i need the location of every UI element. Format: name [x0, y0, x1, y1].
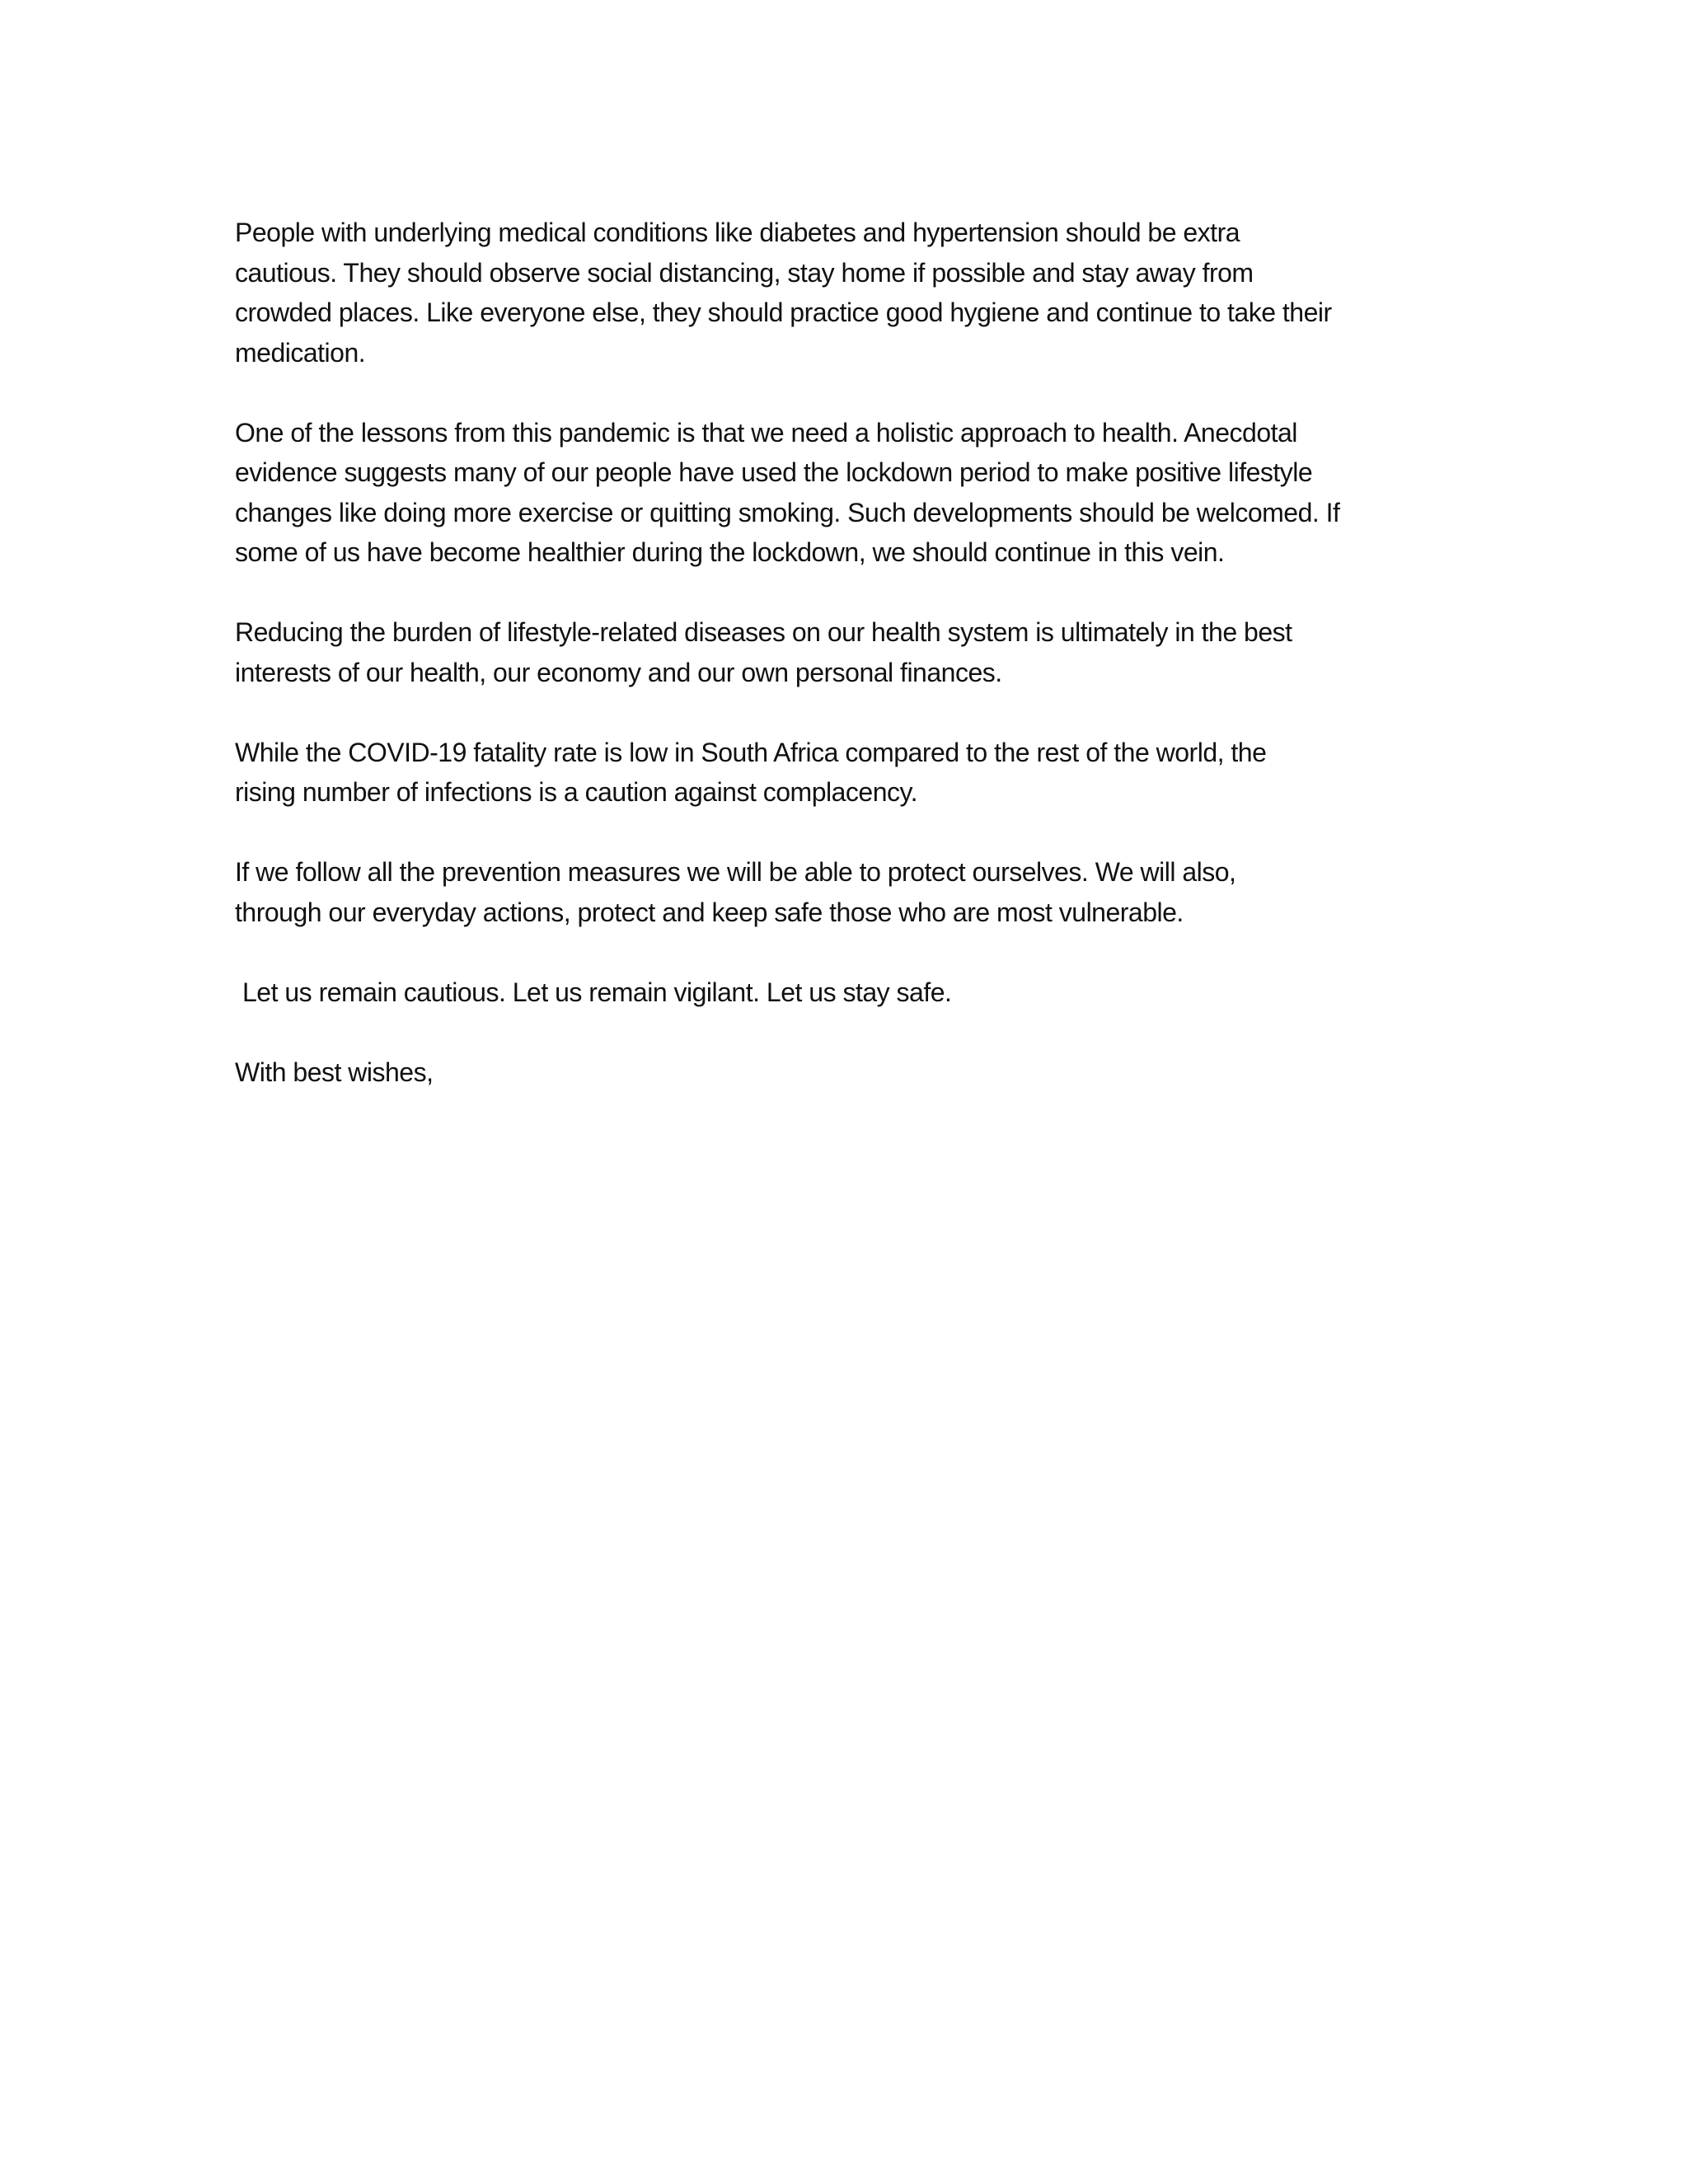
paragraph-signoff	[235, 1052, 1471, 1093]
text-line: through our everyday actions, protect and keep safe those who are most vulnerable.	[235, 897, 1184, 927]
text-line: One of the lessons from this pandemic is that we need a holistic approach to health. Anecdotal	[235, 417, 1297, 448]
paragraph-underlying-conditions	[235, 213, 1471, 373]
text-line: cautious. They should observe social distancing, stay home if possible and stay away from	[235, 257, 1254, 288]
text-line: changes like doing more exercise or quitting smoking. Such developments should be welcomed. If	[235, 497, 1340, 527]
text-line: evidence suggests many of our people have used the lockdown period to make positive lifestyle	[235, 457, 1313, 487]
paragraph-holistic-approach	[235, 413, 1471, 573]
text-line: If we follow all the prevention measures we will be able to protect ourselves. We will also,	[235, 857, 1236, 887]
text-line: People with underlying medical conditions like diabetes and hypertension should be extra	[235, 218, 1240, 247]
paragraph-closing-exhortation	[235, 972, 1471, 1013]
text-line: medication.	[235, 337, 366, 368]
text-line: Reducing the burden of lifestyle-related diseases on our health system is ultimately in the best	[235, 617, 1292, 647]
paragraph-fatality-rate	[235, 733, 1471, 813]
signoff-text: With best wishes,	[235, 1057, 434, 1087]
letter-body	[235, 213, 1471, 1132]
text-line: Let us remain cautious. Let us remain vigilant. Let us stay safe.	[242, 977, 952, 1007]
text-line: some of us have become healthier during the lockdown, we should continue in this vein.	[235, 537, 1225, 567]
text-line: rising number of infections is a caution against complacency.	[235, 777, 918, 807]
paragraph-prevention-measures	[235, 852, 1471, 932]
paragraph-lifestyle-diseases	[235, 612, 1471, 692]
text-line: While the COVID-19 fatality rate is low in South Africa compared to the rest of the world, the	[235, 737, 1267, 767]
text-line: interests of our health, our economy and our own personal finances.	[235, 657, 1002, 687]
text-line: crowded places. Like everyone else, they should practice good hygiene and continue to take their	[235, 298, 1332, 327]
